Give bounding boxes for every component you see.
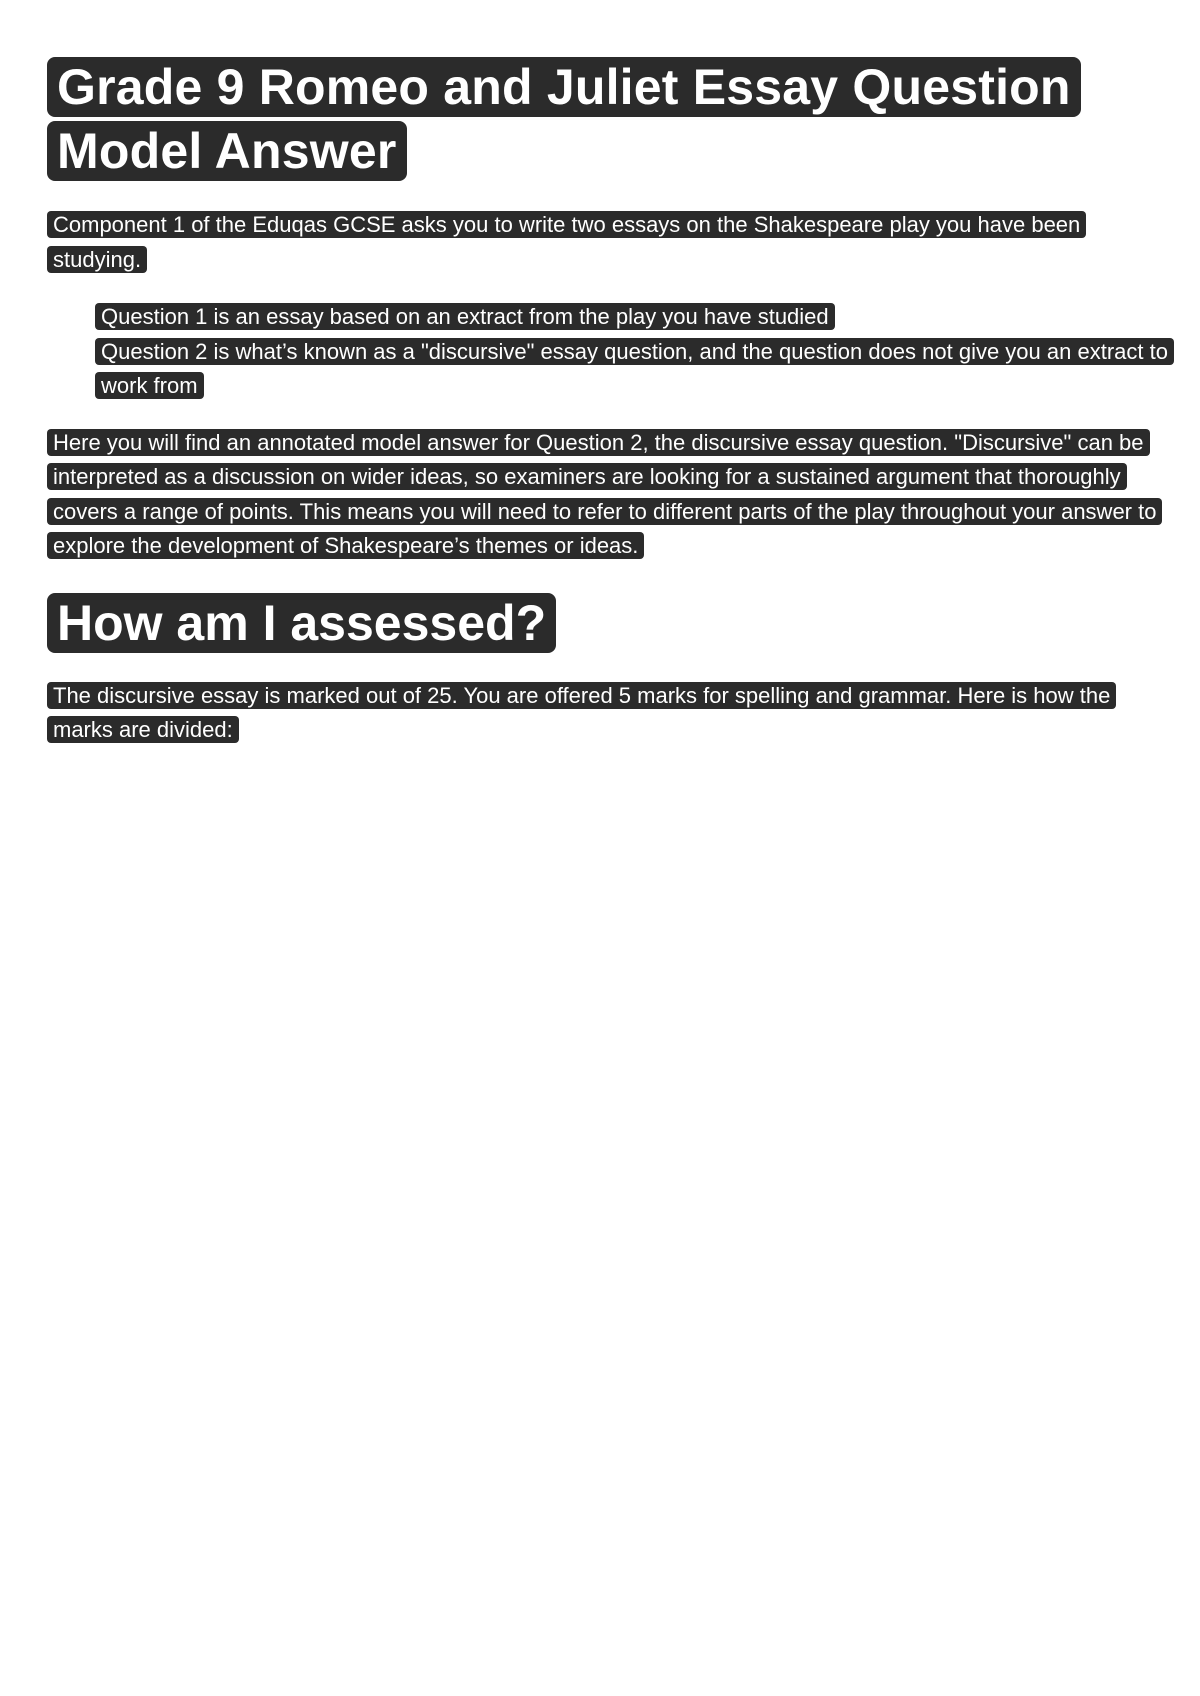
document-title-text: Grade 9 Romeo and Juliet Essay Question Model Answer <box>47 57 1081 181</box>
intro-text: Component 1 of the Eduqas GCSE asks you to write two essays on the Shakespeare play you have been studying. <box>47 211 1086 273</box>
intro-paragraph <box>47 208 1157 277</box>
list-item <box>95 335 1200 404</box>
explanation-text: Here you will find an annotated model answer for Question 2, the discursive essay question. "Discursive" can be interpreted as a discussion on wider ideas, so examiners are looking for a sustained argument that thoroughly covers a range of points. This means you will need to refer to different parts of the play throughout your answer to explore the development of Shakespeare’s themes or ideas. <box>47 429 1162 560</box>
assessment-paragraph <box>47 679 1157 748</box>
explanation-paragraph <box>47 426 1157 564</box>
section-heading <box>47 591 1167 655</box>
question-2-text: Question 2 is what’s known as a "discursive" essay question, and the question does not give you an extract to work from <box>95 338 1174 400</box>
question-1-text: Question 1 is an essay based on an extract from the play you have studied <box>95 303 835 330</box>
list-item <box>95 300 1200 335</box>
question-list <box>47 300 1167 404</box>
document-page <box>47 55 1167 748</box>
assessment-text: The discursive essay is marked out of 25. You are offered 5 marks for spelling and grammar. Here is how the marks are divided: <box>47 682 1116 744</box>
section-heading-text: How am I assessed? <box>47 593 556 653</box>
document-title <box>47 55 1167 183</box>
